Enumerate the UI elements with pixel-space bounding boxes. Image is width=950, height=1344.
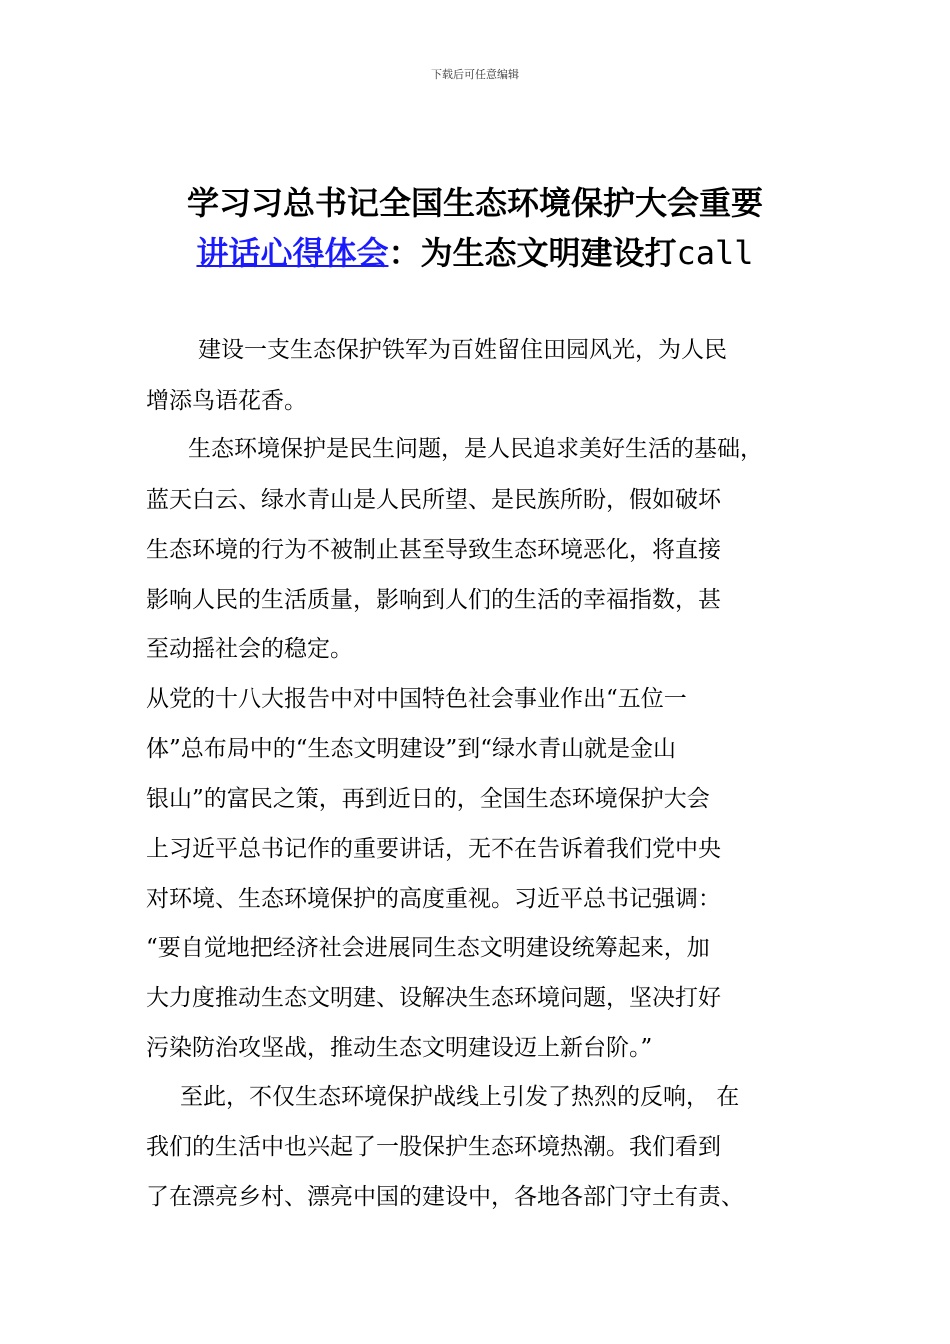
title-link[interactable]: 讲话心得体会 bbox=[196, 234, 389, 272]
body-line: 我们的生活中也兴起了一股保护生态环境热潮。我们看到 bbox=[146, 1134, 721, 1160]
body-line: 从党的十八大报告中对中国特色社会事业作出“五位一 bbox=[146, 686, 687, 712]
body-line: 上习近平总书记作的重要讲话，无不在告诉着我们党中央 bbox=[146, 836, 721, 862]
body-line: 污染防治攻坚战，推动生态文明建设迈上新台阶。” bbox=[146, 1035, 653, 1061]
title-line-2-rest: ：为生态文明建设打 bbox=[388, 234, 677, 272]
header-note: 下载后可任意编辑 bbox=[431, 68, 519, 81]
document-title bbox=[60, 178, 890, 278]
body-line: “要自觉地把经济社会进展同生态文明建设统筹起来，加 bbox=[146, 935, 710, 961]
title-line-1: 学习习总书记全国生态环境保护大会重要 bbox=[186, 184, 763, 222]
body-line: 生态环境的行为不被制止甚至导致生态环境恶化，将直接 bbox=[146, 537, 721, 563]
body-line: 至动摇社会的稳定。 bbox=[146, 636, 353, 662]
body-line: 体”总布局中的“生态文明建设”到“绿水青山就是金山 bbox=[146, 736, 677, 762]
title-call: call bbox=[676, 234, 754, 272]
body-line: 了在漂亮乡村、漂亮中国的建设中，各地各部门守土有责、 bbox=[146, 1184, 744, 1210]
body-line: 大力度推动生态文明建、设解决生态环境问题，坚决打好 bbox=[146, 985, 721, 1011]
body-line: 银山”的富民之策，再到近日的，全国生态环境保护大会 bbox=[146, 786, 710, 812]
title-line-2 bbox=[60, 228, 890, 278]
body-line: 至此，不仅生态环境保护战线上引发了热烈的反响， 在 bbox=[180, 1084, 740, 1110]
body-line: 建设一支生态保护铁军为百姓留住田园风光，为人民 bbox=[198, 337, 727, 363]
body-line: 增添鸟语花香。 bbox=[146, 388, 307, 414]
body-line: 生态环境保护是民生问题，是人民追求美好生活的基础， bbox=[188, 436, 763, 462]
body-line: 对环境、生态环境保护的高度重视。习近平总书记强调： bbox=[146, 886, 721, 912]
body-line: 影响人民的生活质量，影响到人们的生活的幸福指数，甚 bbox=[146, 587, 721, 613]
body-line: 蓝天白云、绿水青山是人民所望、是民族所盼，假如破坏 bbox=[146, 487, 721, 513]
